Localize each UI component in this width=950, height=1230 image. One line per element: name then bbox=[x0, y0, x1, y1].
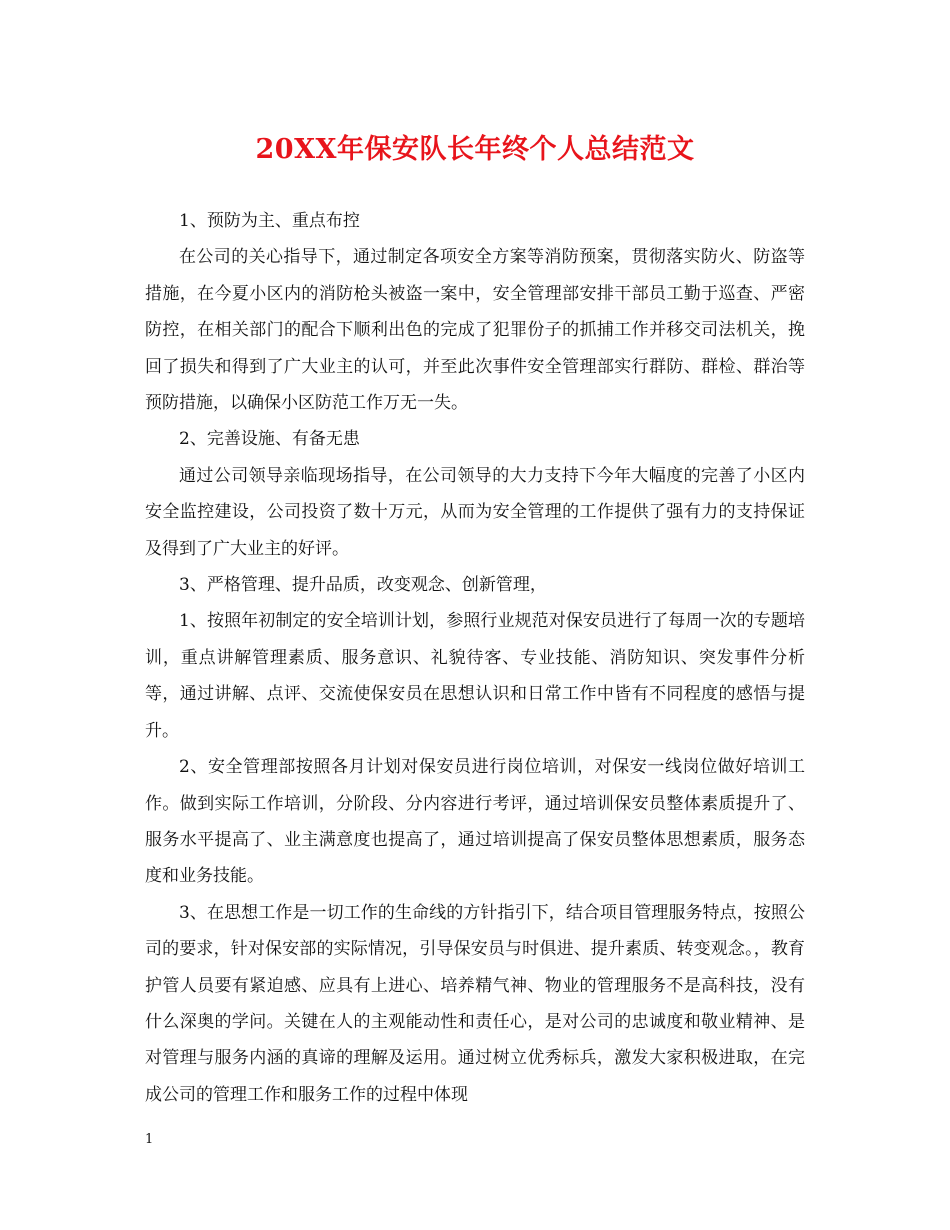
paragraph: 在公司的关心指导下，通过制定各项安全方案等消防预案，贯彻落实防火、防盗等措施，在今夏小区内的消防枪头被盗一案中，安全管理部安排干部员工勤于巡查、严密防控，在相关部门的配合下顺利出色的完成了犯罪份子的抓捕工作并移交司法机关，挽回了损失和得到了广大业主的认可，并至此次事件安全管理部实行群防、群检、群治等预防措施，以确保小区防范工作万无一失。 bbox=[145, 247, 805, 414]
paragraph: 1、按照年初制定的安全培训计划，参照行业规范对保安员进行了每周一次的专题培训，重点讲解管理素质、服务意识、礼貌待客、专业技能、消防知识、突发事件分析等，通过讲解、点评、交流使保安员在思想认识和日常工作中皆有不同程度的感悟与提升。 bbox=[145, 611, 805, 741]
paragraph: 3、在思想工作是一切工作的生命线的方针指引下，结合项目管理服务特点，按照公司的要求，针对保安部的实际情况，引导保安员与时俱进、提升素质、转变观念。，教育护管人员要有紧迫感、应具有上进心、培养精气神、物业的管理服务不是高科技，没有什么深奥的学问。关键在人的主观能动性和责任心，是对公司的忠诚度和敬业精神、是对管理与服务内涵的真谛的理解及运用。通过树立优秀标兵，激发大家积极进取，在完成公司的管理工作和服务工作的过程中体现 bbox=[145, 902, 805, 1105]
paragraph: 3、严格管理、提升品质，改变观念、创新管理， bbox=[179, 575, 547, 596]
paragraph: 通过公司领导亲临现场指导，在公司领导的大力支持下今年大幅度的完善了小区内安全监控建设，公司投资了数十万元，从而为安全管理的工作提供了强有力的支持保证及得到了广大业主的好评。 bbox=[145, 465, 805, 559]
document-title: 20XX年保安队长年终个人总结范文 bbox=[255, 134, 695, 165]
paragraph: 2、安全管理部按照各月计划对保安员进行岗位培训，对保安一线岗位做好培训工作。做到实际工作培训，分阶段、分内容进行考评，通过培训保安员整体素质提升了、服务水平提高了、业主满意度也提高了，通过培训提高了保安员整体思想素质，服务态度和业务技能。 bbox=[145, 757, 805, 887]
document-body bbox=[145, 203, 805, 1113]
paragraph: 1、预防为主、重点布控 bbox=[179, 211, 360, 231]
paragraph: 2、完善设施、有备无患 bbox=[179, 429, 360, 450]
page-number: 1 bbox=[145, 1132, 154, 1147]
